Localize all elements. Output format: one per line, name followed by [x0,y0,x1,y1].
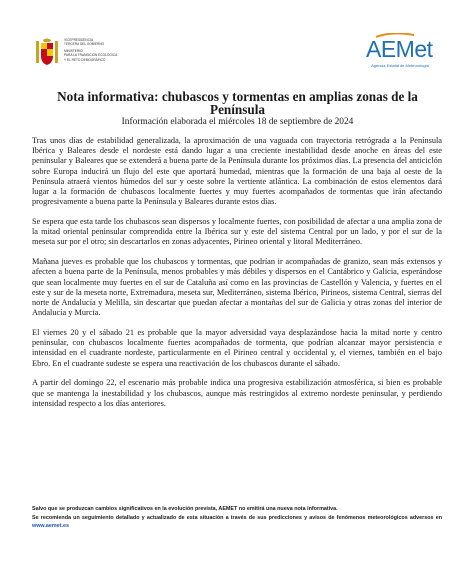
gov-vice-line1: VICEPRESIDENCIA [64,38,94,42]
footer-line-1: Salvo que se produzcan cambios significativos en la evolución prevista, AEMET no emitirá una nueva nota informativa. [32,506,338,512]
footer-note [32,505,442,531]
government-logo [34,38,144,74]
gov-vice-line2: TERCERA DEL GOBIERNO [64,42,105,47]
aemet-logo [357,33,443,79]
paragraph: Mañana jueves es probable que los chubascos y tormentas, que podrían ir acompañadas de granizo, sean más extensos y afecten a buena parte de la Península, menos probables y más débiles y dispersos en el Cantábrico y Galicia, esperándose que sean localmente muy fuertes en el sur de Cataluña así como en las provincias de Castellón y Valencia, y fuertes en el este y sur de la meseta norte, Extremadura, meseta sur, Mediterráneo, sistema Ibérico, Pirineos, sistema Central, sierras del norte de Andalucía y Melilla, sin descartar que puedan afectar a montañas del sur de Galicia y otras zonas del interior de Andalucía y Murcia. [32,257,442,318]
footer-line-2 [32,514,442,531]
ministry-line1: MINISTERIO [64,48,83,53]
gov-vice-label [64,38,117,47]
paragraph: Tras unos días de estabilidad generalizada, la aproximación de una vaguada con trayectoria retrógrada a la Península Ibérica y Baleares desde el nordeste está dando lugar a una creciente inestabilidad desde anoche en áreas del este peninsular y Baleares que se extenderá a buena parte de la Península durante los próximos días. La presencia del anticiclón sobre Europa inducirá un flujo del este que aportará humedad, mientras que la formación de una baja al oeste de la Península atraerá vientos húmedos del sur y oeste sobre la vertiente atlántica. La combinación de estos elementos dará lugar a la formación de chubascos localmente fuertes y muy fuertes acompañados de tormentas que irán afectando progresivamente a buena parte la Península y Baleares durante estos días. [32,136,442,207]
government-text [64,38,117,62]
paragraph: A partir del domingo 22, el escenario más probable indica una progresiva estabilización atmosférica, si bien es probable que se mantenga la inestabilidad y los chubascos, aunque más restringidos al extremo nordeste peninsular, y perdiendo intensidad respecto a los días anteriores. [32,378,442,408]
ministry-line2: PARA LA TRANSICIÓN ECOLÓGICA [64,53,118,58]
paragraph: Se espera que esta tarde los chubascos sean dispersos y localmente fuertes, con posibilidad de afectar a una amplia zona de la mitad oriental peninsular comprendida entre la Ibérica sur y este del sistema Central por un lado, y por el sur de la meseta sur por el otro; sin descartarlos en zonas adyacentes, Pirineo oriental y litoral Mediterráneo. [32,217,442,247]
page-subtitle: Información elaborada el miércoles 18 de septiembre de 2024 [121,117,354,127]
body-text [32,136,442,419]
ministry-line3: Y EL RETO DEMOGRÁFICO [64,57,106,62]
paragraph: El viernes 20 y el sábado 21 es probable que la mayor adversidad vaya desplazándose hacia la mitad norte y centro peninsular, con chubascos localmente fuertes acompañados de tormenta, que podrían alcanzar mayor persistencia e intensidad en el cuadrante nordeste, particularmente en el Pirineo central y occidental y, el viernes, también en el bajo Ebro. En el cuadrante sudeste se espera una reactivación de los chubascos durante el sábado. [32,328,442,368]
footer-line-2-text: Se recomienda un seguimiento detallado y actualizado de esta situación a través de sus predicciones y avisos de fenómenos meteorológicos adversos en [32,514,442,521]
aemet-agency-name: Agencia Estatal de Meteorología [371,63,429,68]
aemet-website-link[interactable]: www.aemet.es [32,523,69,529]
page-title: Nota informativa: chubascos y tormentas en amplias zonas de la Península [57,89,418,117]
ministry-label [64,49,117,62]
aemet-wordmark: AEMet [366,36,433,62]
coat-of-arms-icon [34,38,60,68]
